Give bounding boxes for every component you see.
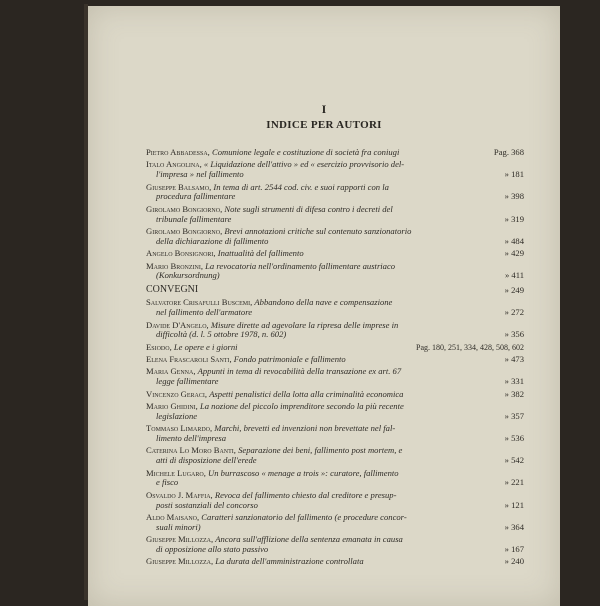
entry-title-continuation: (Konkursordnung) — [156, 270, 220, 281]
entry-author: Girolamo Bongiorno — [146, 203, 221, 214]
chapter-number: I — [321, 102, 327, 116]
index-entry — [146, 557, 524, 567]
entry-line: Tommaso Limardo, Marchi, brevetti ed invenzioni non brevettate nel fal- — [146, 423, 396, 434]
index-entry — [146, 249, 524, 259]
entry-title-continuation: procedura fallimentare — [156, 191, 236, 202]
entry-author: Giuseppe Millozza — [146, 534, 211, 545]
entry-line: Italo Angolina, « Liquidazione dell'attivo » ed « esercizio provvisorio del- — [146, 159, 405, 170]
entry-author: Giuseppe Balsamo — [146, 181, 210, 192]
page-reference: » 272 — [504, 307, 524, 318]
index-entry — [146, 424, 524, 444]
entry-line: Elena Frascaroli Santi, Fondo patrimoniale e fallimento — [146, 354, 346, 365]
entry-title-continuation: difficoltà (d. l. 5 ottobre 1978, n. 602) — [156, 329, 287, 340]
entry-author: Mario Ghidini — [146, 401, 196, 412]
entry-title: Revoca del fallimento chiesto dal creditore e presup- — [214, 489, 397, 500]
index-entry — [146, 402, 524, 422]
entry-title: In tema di art. 2544 cod. civ. e suoi rapporti con la — [213, 181, 389, 192]
entry-author: Aldo Maisano — [146, 511, 197, 522]
page-reference: » 382 — [504, 388, 524, 399]
entry-author: Osvaldo J. Maffia — [146, 489, 211, 500]
entry-author: Michele Lugaro — [146, 467, 204, 478]
index-entry — [146, 148, 524, 158]
entry-line-continuation — [146, 271, 482, 281]
entry-title: La revocatoria nell'ordinamento fallimentare austriaco — [205, 260, 396, 271]
entry-line: Angelo Bonsignori, Inattualità del fallimento — [146, 248, 304, 259]
entry-author: Girolamo Bongiorno — [146, 225, 221, 236]
entry-line: Giuseppe Millozza, Ancora sull'afflizione della sentenza emanata in causa — [146, 534, 403, 545]
author-index-list — [146, 148, 524, 570]
index-entry — [146, 513, 524, 533]
entry-title: Fondo patrimoniale e fallimento — [233, 354, 346, 365]
entry-title: La nozione del piccolo imprenditore secondo la più recente — [199, 401, 404, 412]
page-reference: » 429 — [504, 248, 524, 259]
entry-title-continuation: l'impresa » nel fallimento — [156, 169, 244, 180]
entry-title: Separazione dei beni, fallimento post mortem, e — [238, 445, 403, 456]
index-entry — [146, 321, 524, 341]
index-entry — [146, 390, 524, 400]
entry-line: Michele Lugaro, Un burrascoso « menage a trois »: curatore, fallimento — [146, 467, 399, 478]
entry-title-continuation: di opposizione allo stato passivo — [156, 543, 269, 554]
entry-line: Giuseppe Millozza, La durata dell'amministrazione controllata — [146, 556, 364, 567]
page-reference: » 221 — [504, 477, 524, 488]
entry-title: Comunione legale e costituzione di società fra coniugi — [211, 147, 400, 157]
entry-title: Marchi, brevetti ed invenzioni non brevettate nel fal- — [214, 423, 396, 434]
page-reference: » 240 — [504, 556, 524, 567]
entry-line-continuation — [146, 330, 482, 340]
entry-title-continuation: legislazione — [156, 410, 198, 421]
page-reference: » 357 — [504, 410, 524, 421]
page-reference: Pag. 368 — [493, 147, 524, 157]
page-reference: » 536 — [504, 433, 524, 444]
entry-line: Mario Ghidini, La nozione del piccolo imprenditore secondo la più recente — [146, 401, 404, 412]
entry-author: Esiodo — [146, 341, 170, 352]
index-title: INDICE PER AUTORI — [266, 119, 382, 131]
index-entry — [146, 469, 524, 489]
entry-line: Aldo Maisano, Caratteri sanzionatorio del fallimento (e procedure concor- — [146, 511, 407, 522]
entry-line-continuation — [146, 545, 482, 555]
index-entry — [146, 183, 524, 203]
page-reference: » 319 — [504, 213, 524, 224]
entry-line-continuation — [146, 478, 482, 488]
entry-title-continuation: della dichiarazione di fallimento — [156, 235, 269, 246]
entry-title: Abbandono della nave e compensazione — [254, 297, 393, 308]
entry-line-continuation — [146, 237, 482, 247]
page-reference: » 542 — [504, 455, 524, 466]
entry-line-continuation — [146, 456, 482, 466]
entry-title-continuation: nel fallimento dell'armatore — [156, 307, 253, 318]
entry-title-continuation: limento dell'impresa — [156, 433, 227, 444]
entry-title-continuation: e fisco — [156, 477, 179, 488]
entry-title: Un burrascoso « menage a trois »: curatore, fallimento — [208, 467, 399, 478]
page-reference: » 331 — [504, 376, 524, 387]
entry-author: Elena Frascaroli Santi — [146, 354, 230, 365]
index-entry — [146, 535, 524, 555]
entry-line: Girolamo Bongiorno, Brevi annotazioni critiche sul contenuto sanzionatorio — [146, 225, 412, 236]
section-title: CONVEGNI — [146, 283, 199, 295]
entry-title: Aspetti penalistici della lotta alla criminalità economica — [209, 388, 404, 399]
entry-line-continuation — [146, 501, 482, 511]
page-reference: » 398 — [504, 191, 524, 202]
entry-author: Davide D'Angelo — [146, 319, 207, 330]
entry-line: Esiodo, Le opere e i giorni — [146, 341, 238, 352]
index-entry — [146, 262, 524, 282]
entry-title: Inattualità del fallimento — [217, 248, 304, 259]
entry-line-continuation — [146, 170, 482, 180]
book-page — [88, 6, 560, 606]
entry-author: Pietro Abbadessa — [146, 147, 208, 157]
entry-author: Mario Bronzini — [146, 260, 201, 271]
entry-title: Misure dirette ad agevolare la ripresa delle imprese in — [210, 319, 399, 330]
entry-line: Giuseppe Balsamo, In tema di art. 2544 cod. civ. e suoi rapporti con la — [146, 181, 389, 192]
entry-line: Osvaldo J. Maffia, Revoca del fallimento chiesto dal creditore e presup- — [146, 489, 397, 500]
entry-title-continuation: legge fallimentare — [156, 376, 219, 387]
entry-title-continuation: suali minori) — [156, 521, 201, 532]
page-reference: » 121 — [504, 499, 524, 510]
entry-author: Maria Genna — [146, 366, 194, 377]
entry-line: Mario Bronzini, La revocatoria nell'ordinamento fallimentare austriaco — [146, 260, 396, 271]
entry-author: Giuseppe Millozza — [146, 556, 211, 567]
entry-title: Appunti in tema di revocabilità della transazione ex art. 67 — [197, 366, 402, 377]
entry-title: Note sugli strumenti di difesa contro i decreti del — [224, 203, 393, 214]
entry-title: Brevi annotazioni critiche sul contenuto sanzionatorio — [224, 225, 412, 236]
page-reference: » 484 — [504, 235, 524, 246]
entry-author: Salvatore Crisafulli Buscemi — [146, 297, 251, 308]
index-entry — [146, 491, 524, 511]
page-reference: » 249 — [504, 284, 524, 295]
entry-title-continuation: posti sostanziali del concorso — [156, 499, 258, 510]
page-reference: » 473 — [504, 354, 524, 365]
entry-line-continuation — [146, 192, 482, 202]
entry-title-continuation: atti di disposizione dell'erede — [156, 455, 257, 466]
index-entry — [146, 160, 524, 180]
entry-author: Vincenzo Geraci — [146, 388, 205, 399]
index-entry — [146, 227, 524, 247]
index-entry — [146, 367, 524, 387]
entry-line: Caterina Lo Moro Banti, Separazione dei beni, fallimento post mortem, e — [146, 445, 403, 456]
entry-title: « Liquidazione dell'attivo » ed « esercizio provvisorio del- — [203, 159, 405, 170]
entry-line: Maria Genna, Appunti in tema di revocabilità della transazione ex art. 67 — [146, 366, 402, 377]
entry-title-continuation: tribunale fallimentare — [156, 213, 232, 224]
index-entry — [146, 343, 524, 353]
entry-line-continuation — [146, 308, 482, 318]
entry-line: Salvatore Crisafulli Buscemi, Abbandono della nave e compensazione — [146, 297, 393, 308]
entry-line: Davide D'Angelo, Misure dirette ad agevolare la ripresa delle imprese in — [146, 319, 399, 330]
entry-title: La durata dell'amministrazione controllata — [215, 556, 364, 567]
entry-title: Ancora sull'afflizione della sentenza emanata in causa — [215, 534, 403, 545]
section-heading — [146, 284, 524, 296]
entry-line-continuation — [146, 377, 482, 387]
page-reference: » 364 — [504, 521, 524, 532]
page-reference: Pag. 180, 251, 334, 428, 508, 602 — [416, 342, 524, 352]
page-reference: » 356 — [504, 329, 524, 340]
entry-line: Girolamo Bongiorno, Note sugli strumenti di difesa contro i decreti del — [146, 203, 393, 214]
entry-author: Tommaso Limardo — [146, 423, 210, 434]
entry-author: Angelo Bonsignori — [146, 248, 214, 259]
page-reference: » 167 — [504, 543, 524, 554]
entry-line: Pietro Abbadessa, Comunione legale e costituzione di società fra coniugi — [146, 147, 400, 157]
page-reference: » 411 — [504, 270, 524, 281]
page-reference: » 181 — [504, 169, 524, 180]
index-entry — [146, 355, 524, 365]
entry-title: Caratteri sanzionatorio del fallimento (e procedure concor- — [201, 511, 407, 522]
entry-title: Le opere e i giorni — [173, 341, 238, 352]
entry-line: Vincenzo Geraci, Aspetti penalistici della lotta alla criminalità economica — [146, 388, 404, 399]
entry-line-continuation — [146, 412, 482, 422]
entry-author: Caterina Lo Moro Banti — [146, 445, 234, 456]
index-entry — [146, 446, 524, 466]
entry-line-continuation — [146, 434, 482, 444]
entry-line-continuation — [146, 215, 482, 225]
entry-author: Italo Angolina — [146, 159, 200, 170]
index-entry — [146, 298, 524, 318]
index-entry — [146, 205, 524, 225]
entry-line-continuation — [146, 523, 482, 533]
